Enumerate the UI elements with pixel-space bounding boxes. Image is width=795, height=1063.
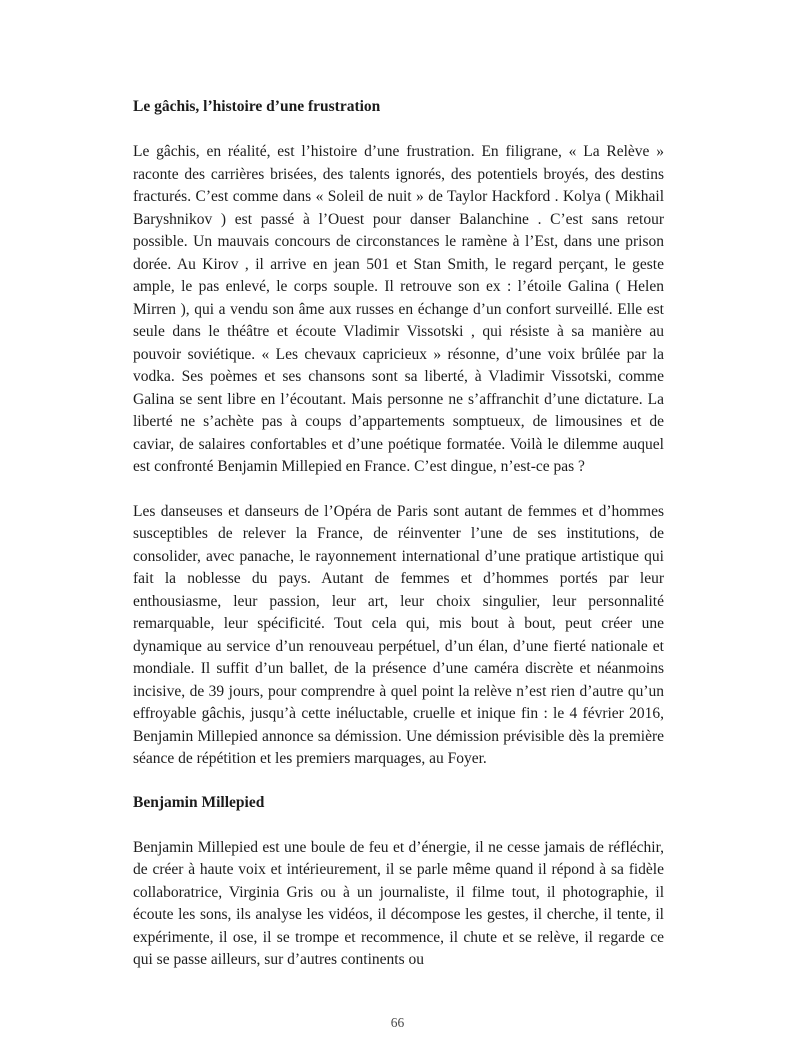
section-heading-millepied: Benjamin Millepied: [133, 793, 265, 811]
page-number: 66: [390, 1015, 405, 1030]
section-heading-gachis: Le gâchis, l’histoire d’une frustration: [133, 98, 381, 115]
text-block: [133, 97, 664, 972]
paragraph-2: Les danseuses et danseurs de l’Opéra de Paris sont autant de femmes et d’hommes susceptibles de relever la France, de réinventer l’une de ses institutions, de consolider, avec panache, le rayonnement international d’une pratique artistique qui fait la noblesse du pays. Autant de femmes et d’hommes portés par leur enthousiasme, leur passion, leur art, leur choix singulier, leur personnalité remarquable, leur spécificité. Tout cela qui, mis bout à bout, peut créer une dynamique au service d’un renouveau perpétuel, d’un élan, d’une fierté nationale et mondiale. Il suffit d’un ballet, de la présence d’une caméra discrète et néanmoins incisive, de 39 jours, pour comprendre à quel point la relève n’est rien d’autre qu’un effroyable gâchis, jusqu’à cette inéluctable, cruelle et inique fin : le 4 février 2016, Benjamin Millepied annonce sa démission. Une démission prévisible dès la première séance de répétition et les premiers marquages, au Foyer.: [133, 502, 664, 767]
paragraph-3: Benjamin Millepied est une boule de feu et d’énergie, il ne cesse jamais de réfléchir, de créer à haute voix et intérieurement, il se parle même quand il répond à sa fidèle collaboratrice, Virginia Gris ou à un journaliste, il filme tout, il photographie, il écoute les sons, ils analyse les vidéos, il décompose les gestes, il cherche, il tente, il expérimente, il ose, il se trompe et recommence, il chute et se relève, il regarde ce qui se passe ailleurs, sur d’autres continents ou: [133, 838, 664, 968]
paragraph-1: Le gâchis, en réalité, est l’histoire d’une frustration. En filigrane, « La Relève » raconte des carrières brisées, des talents ignorés, des potentiels broyés, des destins fracturés. C’est comme dans « Soleil de nuit » de Taylor Hackford . Kolya ( Mikhail Baryshnikov ) est passé à l’Ouest pour danser Balanchine . C’est sans retour possible. Un mauvais concours de circonstances le ramène à l’Est, dans une prison dorée. Au Kirov , il arrive en jean 501 et Stan Smith, le regard perçant, le geste ample, le pas enlevé, le corps souple. Il retrouve son ex : l’étoile Galina ( Helen Mirren ), qui a vendu son âme aux russes en échange d’un confort surveillé. Elle est seule dans le théâtre et écoute Vladimir Vissotski , qui résiste à sa manière au pouvoir soviétique. « Les chevaux capricieux » résonne, d’une voix brûlée par la vodka. Ses poèmes et ses chansons sont sa liberté, à Vladimir Vissotski, comme Galina se sent libre en l’écoutant. Mais personne ne s’affranchit d’une dictature. La liberté ne s’achète pas à coups d’appartements somptueux, de limousines et de caviar, de salaires confortables et d’une poétique formatée. Voilà le dilemme auquel est confronté Benjamin Millepied en France. C’est dingue, n’est-ce pas ?: [133, 143, 664, 475]
